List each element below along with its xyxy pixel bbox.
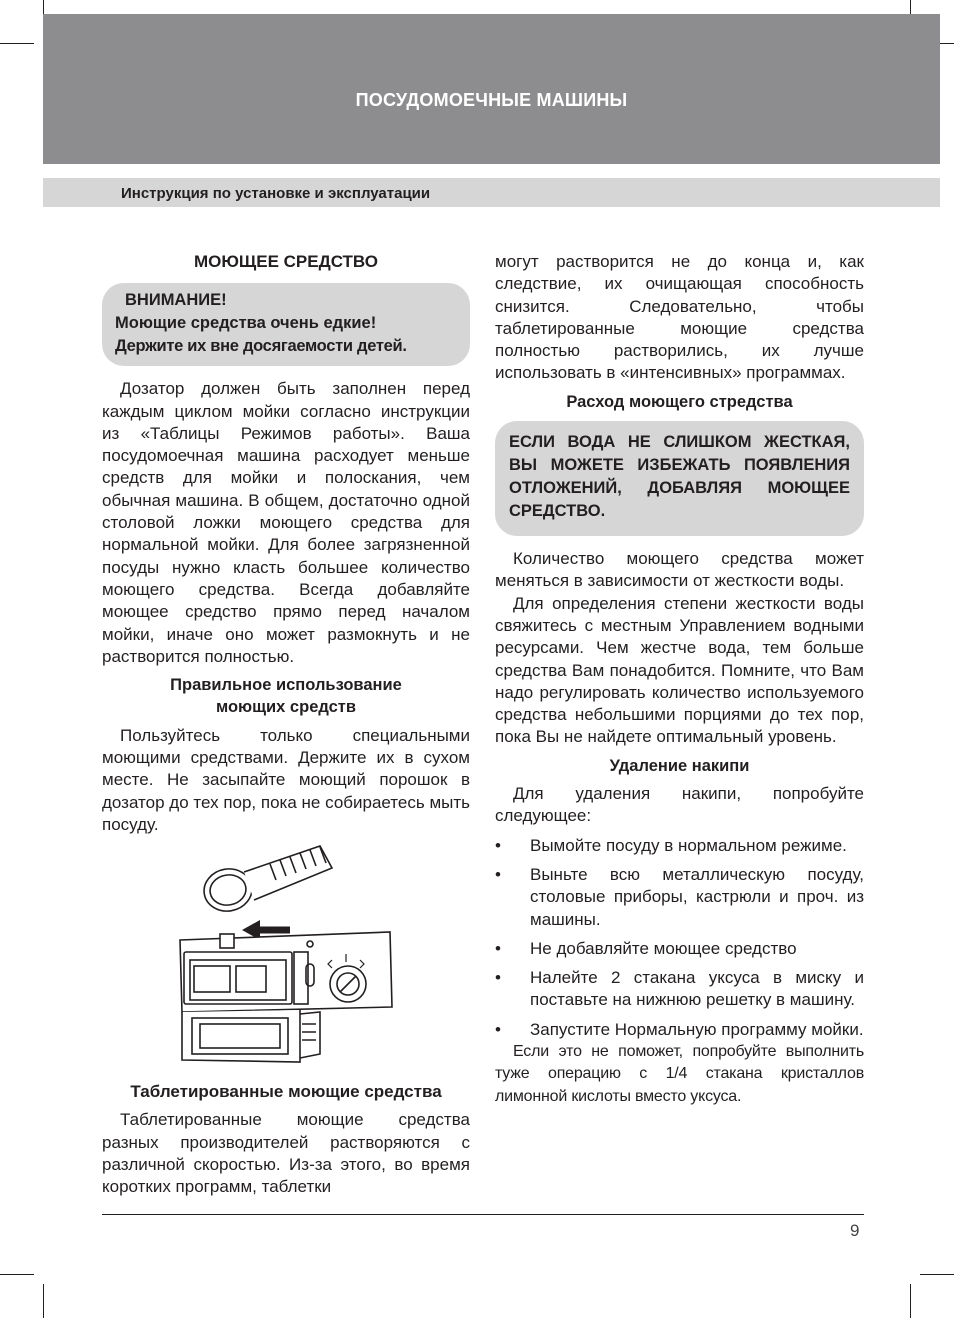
- subheading-consumption: Расход моющего стредства: [566, 392, 793, 411]
- right-column: [495, 251, 864, 1108]
- warning-title: ВНИМАНИЕ!: [125, 291, 227, 310]
- page-title: ПОСУДОМОЕЧНЫЕ МАШИНЫ: [355, 90, 628, 110]
- bullet-icon: •: [495, 864, 501, 884]
- left-column-bottom: [102, 1081, 470, 1198]
- notice-box: ЕСЛИ ВОДА НЕ СЛИШКОМ ЖЕСТКАЯ, ВЫ МОЖЕТЕ ИЗБЕЖАТЬ ПОЯВЛЕНИЯ ОТЛОЖЕНИЙ, ДОБАВЛЯЯ МОЮЩЕЕ СРЕДСТВО.: [495, 421, 864, 536]
- subheading-line: Правильное использование: [170, 676, 402, 695]
- crop-mark: [43, 1284, 44, 1318]
- page-number: 9: [850, 1221, 860, 1240]
- dispenser-body: [180, 932, 392, 1012]
- list-item: [495, 864, 864, 931]
- list-item-text: Вымойте посуду в нормальном режиме.: [530, 835, 847, 855]
- list-item-text: Не добавляйте моющее средство: [530, 938, 797, 958]
- warning-line: Моющие средства очень едкие!: [115, 314, 377, 333]
- list-item-text: Налейте 2 стакана уксуса в миску и поставьте на нижнюю решетку в машину.: [530, 968, 864, 1010]
- crop-mark: [0, 1274, 34, 1275]
- list-item-text: Выньте всю металлическую посуду, столовые приборы, кастрюли и проч. из машины.: [530, 864, 864, 929]
- subheading-tablets: Таблетированные моющие средства: [130, 1082, 442, 1101]
- header-band: [43, 14, 940, 164]
- bullet-icon: •: [495, 938, 501, 958]
- document-subtitle: Инструкция по установке и эксплуатации: [121, 185, 431, 202]
- warning-line: Держите их вне досягаемости детей.: [115, 337, 407, 356]
- detergent-compartment: [182, 1010, 320, 1062]
- bullet-icon: •: [495, 835, 501, 855]
- crop-mark: [910, 1284, 911, 1318]
- list-item: [495, 967, 864, 1012]
- bullet-icon: •: [495, 1019, 501, 1039]
- footer-rule: [102, 1214, 864, 1215]
- paragraph: могут растворится не до конца и, как следствие, их очищающая способность снизится. Следовательно, чтобы таблетированные моющие средства полностью растворились, их лучше использовать в «интенсивных» программах.: [495, 252, 864, 383]
- paragraph: Таблетированные моющие средства разных производителей растворяются с различной скоростью. Из-за этого, во время коротких программ, таблетки: [102, 1110, 470, 1197]
- paragraph: Количество моющего средства может меняться в зависимости от жесткости воды.: [495, 549, 864, 591]
- paragraph: Дозатор должен быть заполнен перед каждым циклом мойки согласно инструкции из «Таблицы Режимов работы». Ваша посудомоечная машина расходует меньше средств для мойки и полоскания, чем обычная машина. В общем, достаточно одной столовой ложки моющего средства для нормальной мойки. Для более загрязненной посуды нужно класть большее количество моющего средства. Всегда добавляйте моющее средство прямо перед началом мойки, иначе оно может размокнуть и не растворится полностью.: [102, 379, 470, 666]
- subheading-line: моющих средств: [215, 698, 357, 717]
- warning-box: [102, 283, 470, 366]
- measuring-scoop-icon: [201, 846, 332, 915]
- section-heading-detergent: МОЮЩЕЕ СРЕДСТВО: [193, 252, 379, 271]
- dispenser-illustration: [170, 842, 410, 1070]
- paragraph: Пользуйтесь только специальными моющими средствами. Держите их в сухом месте. Не засыпайте моющий порошок в дозатор до тех пор, пока не собираетесь мыть посуду.: [102, 725, 470, 834]
- list-item-text: Запустите Нормальную программу мойки.: [530, 1019, 864, 1039]
- list-item: [495, 1019, 864, 1041]
- crop-mark: [920, 1274, 954, 1275]
- list-item: [495, 938, 864, 960]
- subheading-proper-use: [102, 674, 470, 719]
- paragraph: Если это не поможет, попробуйте выполнить туже операцию с 1/4 стакана кристаллов лимонной кислоты вместо уксуса.: [495, 1043, 864, 1105]
- subheader-band: [43, 178, 940, 207]
- subheading-descaling: Удаление накипи: [609, 756, 750, 775]
- crop-mark: [0, 43, 34, 44]
- bullet-icon: •: [495, 968, 501, 988]
- list-item: [495, 835, 864, 857]
- paragraph: Для определения степени жесткости воды свяжитесь с местным Управлением водными ресурсами. Чем жестче вода, тем больше средства Вам понадобится. Помните, что Вам надо регулировать количество используемого средства небольшими порциями до тех пор, пока Вы не найдете оптимальный уровень.: [495, 593, 864, 747]
- left-column-top: [102, 251, 470, 836]
- paragraph: Для удаления накипи, попробуйте следующее:: [495, 784, 864, 826]
